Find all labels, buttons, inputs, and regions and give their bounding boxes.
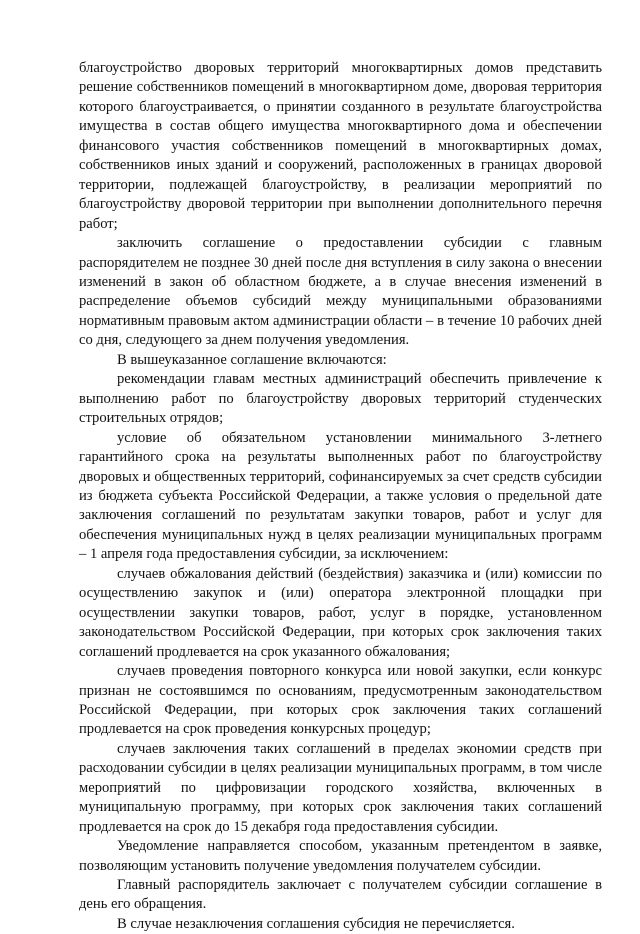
document-page	[79, 59, 602, 934]
paragraph-6: случаев обжалования действий (бездействия) заказчика и (или) комиссии по осуществлению закупок и (или) оператора электронной площадки при осуществлении закупки товаров, работ, услуг в порядке, установленном законодательством Российской Федерации, при которых срок заключения таких соглашений продлевается на срок указанного обжалования;	[79, 565, 602, 660]
paragraph-4: рекомендации главам местных администраций обеспечить привлечение к выполнению работ по благоустройству дворовых территорий студенческих строительных отрядов;	[79, 371, 602, 427]
paragraph-10: Главный распорядитель заключает с получателем субсидии соглашение в день его обращения.	[79, 877, 602, 913]
paragraph-7: случаев проведения повторного конкурса или новой закупки, если конкурс признан не состоявшимся по основаниям, предусмотренным законодательством Российской Федерации, при которых срок заключения таких соглашений продлевается на срок проведения конкурсных процедур;	[79, 663, 602, 738]
paragraph-9: Уведомление направляется способом, указанным претендентом в заявке, позволяющим установить получение уведомления получателем субсидии.	[79, 838, 602, 874]
paragraph-8: случаев заключения таких соглашений в пределах экономии средств при расходовании субсидии в целях реализации муниципальных программ, в том числе мероприятий по цифровизации городского хозяйства, включенных в муниципальную программу, при которых срок заключения таких соглашений продлевается на срок до 15 декабря года предоставления субсидии.	[79, 740, 602, 835]
paragraph-11: В случае незаключения соглашения субсидия не перечисляется.	[117, 915, 515, 932]
paragraph-2: заключить соглашение о предоставлении субсидии с главным распорядителем не позднее 30 дней после дня вступления в силу закона о внесении изменений в закон об областном бюджете, а в случае внесения изменений в распределение объемов субсидий между муниципальными образованиями нормативным правовым актом администрации области – в течение 10 рабочих дней со дня, следующего за днем получения уведомления.	[79, 235, 602, 349]
paragraph-1: благоустройство дворовых территорий многоквартирных домов представить решение собственников помещений в многоквартирном доме, дворовая территория которого благоустраивается, о принятии созданного в результате благоустройства имущества в состав общего имущества многоквартирного дома и обеспечении финансового участия собственников помещений в многоквартирных домах, собственников иных зданий и сооружений, расположенных в границах дворовой территории, подлежащей благоустройству, в реализации мероприятий по благоустройству дворовой территории при выполнении дополнительного перечня работ;	[79, 60, 602, 232]
paragraph-3: В вышеуказанное соглашение включаются:	[117, 351, 387, 368]
paragraph-5: условие об обязательном установлении минимального 3-летнего гарантийного срока на результаты выполненных работ по благоустройству дворовых и общественных территорий, софинансируемых за счет средств субсидии из бюджета субъекта Российской Федерации, а также условия о предельной дате заключения соглашений по результатам закупки товаров, работ и услуг для обеспечения муниципальных нужд в целях реализации муниципальных программ – 1 апреля года предоставления субсидии, за исключением:	[79, 429, 602, 563]
